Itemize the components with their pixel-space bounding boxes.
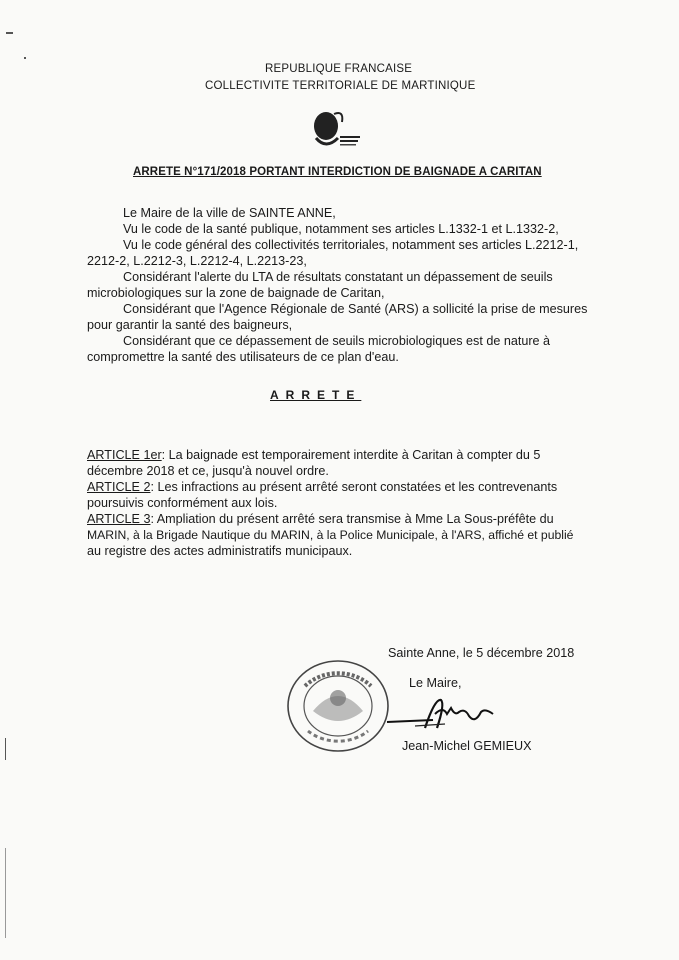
article-2-line-1 — [87, 480, 557, 496]
considerant-line: Vu le code général des collectivités territoriales, notamment ses articles L.2212-1, — [123, 238, 579, 252]
arrete-title: ARRETE N°171/2018 PORTANT INTERDICTION DE BAIGNADE A CARITAN — [133, 166, 542, 178]
scan-mark — [6, 32, 13, 34]
considerant-line: Considérant que l'Agence Régionale de Santé (ARS) a sollicité la prise de mesures — [123, 302, 588, 316]
mayor-role: Le Maire, — [409, 676, 462, 690]
article-3-line-2: MARIN, à la Brigade Nautique du MARIN, à la Police Municipale, à l'ARS, affiché et publié — [87, 528, 574, 542]
place-date: Sainte Anne, le 5 décembre 2018 — [388, 646, 575, 660]
article-1-label: ARTICLE 1er — [87, 448, 162, 462]
article-3-line-1 — [87, 512, 554, 528]
considerant-line: Vu le code de la santé publique, notamment ses articles L.1332-1 et L.1332-2, — [123, 222, 559, 236]
considerant-line: microbiologiques sur la zone de baignade de Caritan, — [87, 286, 385, 300]
mayor-name: Jean-Michel GEMIEUX — [402, 739, 532, 753]
arrete-heading: ARRETE — [270, 388, 362, 402]
considerant-line: Considérant l'alerte du LTA de résultats constatant un dépassement de seuils — [123, 270, 553, 284]
mayor-signature — [385, 694, 515, 736]
considerant-line: pour garantir la santé des baigneurs, — [87, 318, 293, 332]
article-1-text: : La baignade est temporairement interdite à Caritan à compter du 5 — [161, 448, 541, 462]
considerant-line: Le Maire de la ville de SAINTE ANNE, — [123, 206, 336, 220]
considerant-line: Considérant que ce dépassement de seuils microbiologiques est de nature à — [123, 334, 551, 348]
article-3-label: ARTICLE 3 — [87, 512, 151, 526]
article-3-line-3: au registre des actes administratifs municipaux. — [87, 544, 353, 558]
town-seal-stamp — [283, 656, 393, 756]
article-1-line-2: décembre 2018 et ce, jusqu'à nouvel ordre. — [87, 464, 329, 478]
header-collectivite: COLLECTIVITE TERRITORIALE DE MARTINIQUE — [205, 80, 476, 92]
considerant-line: compromettre la santé des utilisateurs de ce plan d'eau. — [87, 350, 399, 364]
article-2-label: ARTICLE 2 — [87, 480, 151, 494]
article-3-text: : Ampliation du présent arrêté sera transmise à Mme La Sous-préfête du — [150, 512, 554, 526]
scan-mark — [24, 57, 26, 59]
scan-mark — [5, 848, 6, 938]
scan-mark — [5, 738, 6, 760]
article-2-text: : Les infractions au présent arrêté seront constatées et les contrevenants — [150, 480, 558, 494]
article-1-line-1 — [87, 448, 540, 464]
considerant-line: 2212-2, L.2212-3, L.2212-4, L.2213-23, — [87, 254, 307, 268]
header-republique: REPUBLIQUE FRANCAISE — [265, 63, 413, 75]
article-2-line-2: poursuivis conformément aux lois. — [87, 496, 278, 510]
town-logo — [304, 108, 366, 152]
